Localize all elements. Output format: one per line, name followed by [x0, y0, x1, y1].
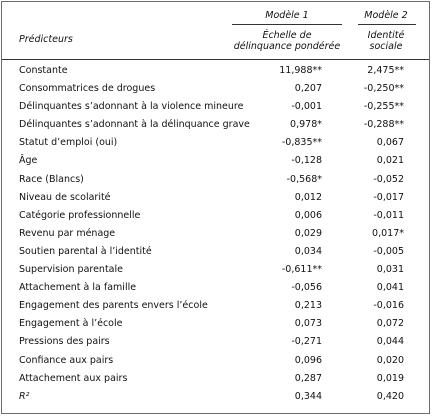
- row-label: Délinquantes s’adonnant à la délinquance grave: [19, 119, 250, 131]
- model1-value: 0,978*: [290, 119, 322, 131]
- table-row: [2, 79, 429, 97]
- row-label: R²: [19, 390, 30, 402]
- model1-value: -0,128: [291, 155, 322, 167]
- model2-value: 0,072: [376, 318, 404, 330]
- model1-value: 0,073: [294, 318, 322, 330]
- model2-value: -0,011: [373, 209, 404, 221]
- row-label: Revenu par ménage: [19, 227, 116, 239]
- model2-value: -0,250**: [363, 83, 404, 95]
- table-row: [2, 133, 429, 151]
- table-row: [2, 170, 429, 188]
- table-row: [2, 351, 429, 369]
- model2-value: -0,052: [373, 173, 404, 185]
- model2-value: 2,475**: [367, 65, 404, 76]
- model2-value: 0,021: [376, 155, 404, 167]
- model2-value: -0,017: [373, 191, 404, 203]
- table-row: [2, 97, 429, 115]
- model1-value: 0,344: [294, 390, 322, 402]
- predictors-header: Prédicteurs: [19, 34, 73, 45]
- row-label: Catégorie professionnelle: [19, 209, 141, 221]
- model1-header: Modèle 1: [265, 10, 309, 21]
- row-label: Délinquantes s’adonnant à la violence mineure: [19, 101, 244, 113]
- model2-value: -0,005: [373, 245, 404, 257]
- table-body: [2, 61, 429, 405]
- model1-value: 0,096: [294, 354, 322, 366]
- model2-value: 0,044: [376, 336, 404, 348]
- model1-subheader: Échelle de délinquance pondérée: [233, 30, 341, 52]
- row-label: Attachement à la famille: [19, 282, 137, 294]
- model1-value: 0,207: [294, 83, 322, 95]
- table-row: [2, 61, 429, 79]
- model1-value: 11,988**: [279, 65, 322, 76]
- model2-rule: [358, 24, 416, 25]
- model1-value: -0,835**: [281, 137, 322, 149]
- row-label: Statut d’emploi (oui): [19, 137, 118, 149]
- table-row: [2, 387, 429, 405]
- model2-value: 0,019: [376, 372, 404, 384]
- table-row: [2, 224, 429, 242]
- regression-table: [1, 1, 430, 414]
- model2-value: -0,288**: [363, 119, 404, 131]
- row-label: Race (Blancs): [19, 173, 84, 185]
- row-label: Soutien parental à l’identité: [19, 245, 152, 257]
- model2-value: 0,067: [376, 137, 404, 149]
- model1-value: 0,029: [294, 227, 322, 239]
- table-row: [2, 278, 429, 296]
- table-row: [2, 314, 429, 332]
- table-row: [2, 206, 429, 224]
- table-row: [2, 296, 429, 314]
- row-label: Attachement aux pairs: [19, 372, 128, 384]
- model2-value: 0,031: [376, 264, 404, 276]
- table-row: [2, 115, 429, 133]
- row-label: Confiance aux pairs: [19, 354, 114, 366]
- model2-value: 0,041: [376, 282, 404, 294]
- table-row: [2, 332, 429, 350]
- table-header: [2, 2, 429, 59]
- model1-value: -0,611**: [281, 264, 322, 276]
- model2-value: 0,017*: [372, 227, 404, 239]
- model1-value: 0,287: [294, 372, 322, 384]
- model1-rule: [232, 24, 342, 25]
- model2-value: -0,255**: [363, 101, 404, 113]
- table-row: [2, 151, 429, 169]
- table-row: [2, 188, 429, 206]
- row-label: Constante: [19, 65, 68, 76]
- row-label: Niveau de scolarité: [19, 191, 111, 203]
- row-label: Engagement à l’école: [19, 318, 123, 330]
- model1-value: -0,568*: [286, 173, 322, 185]
- model1-value: 0,006: [294, 209, 322, 221]
- model1-value: 0,034: [294, 245, 322, 257]
- row-label: Âge: [19, 155, 38, 167]
- model2-value: 0,020: [376, 354, 404, 366]
- table-row: [2, 369, 429, 387]
- model1-value: 0,213: [294, 300, 322, 312]
- model2-value: 0,420: [376, 390, 404, 402]
- table-row: [2, 260, 429, 278]
- model1-value: 0,012: [294, 191, 322, 203]
- row-label: Consommatrices de drogues: [19, 83, 156, 95]
- row-label: Engagement des parents envers l’école: [19, 300, 208, 312]
- model1-value: -0,271: [291, 336, 322, 348]
- model2-value: -0,016: [373, 300, 404, 312]
- model2-header: Modèle 2: [364, 10, 408, 21]
- header-divider: [2, 59, 429, 60]
- model2-subheader: Identité sociale: [367, 30, 405, 52]
- table-row: [2, 242, 429, 260]
- model1-value: -0,056: [291, 282, 322, 294]
- row-label: Pressions des pairs: [19, 336, 110, 348]
- row-label: Supervision parentale: [19, 264, 123, 276]
- model1-value: -0,001: [291, 101, 322, 113]
